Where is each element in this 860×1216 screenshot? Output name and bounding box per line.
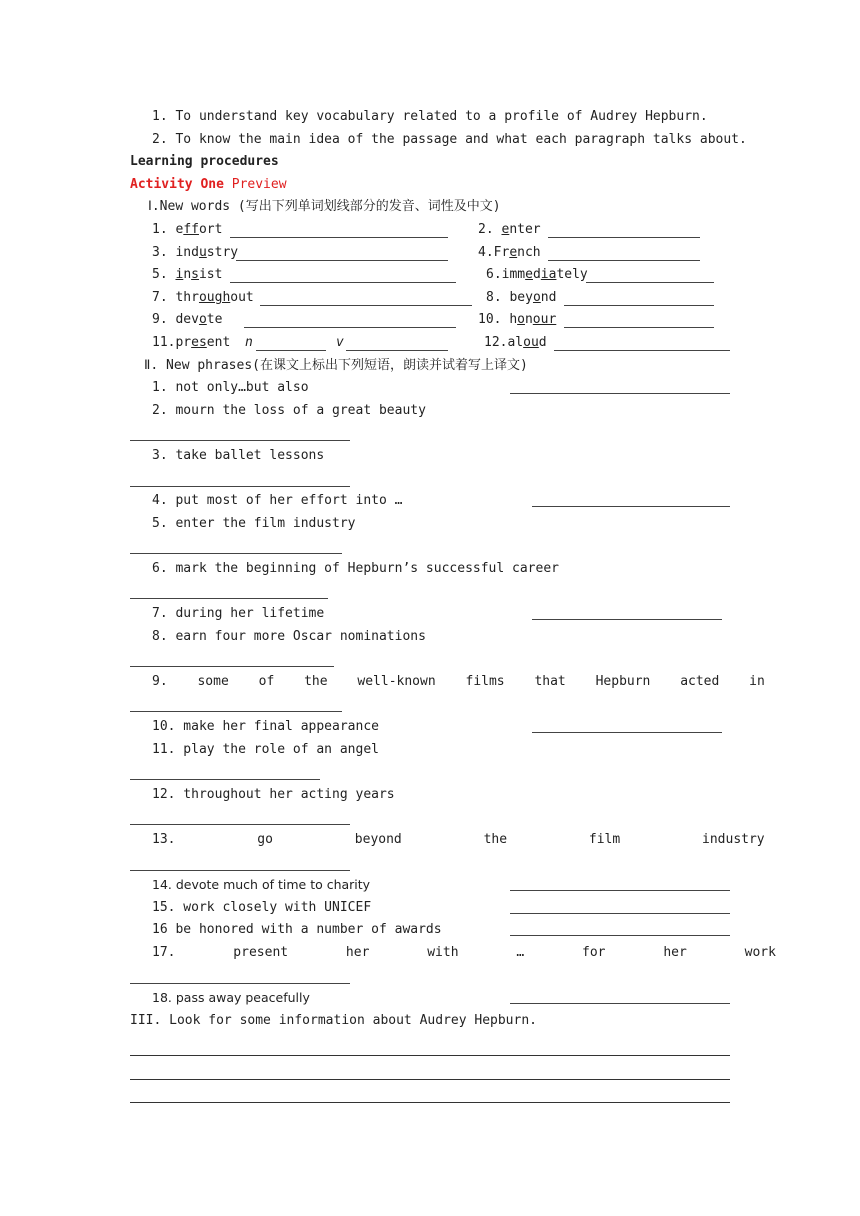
phrase-11-answer-row: [130, 761, 730, 784]
phrase-1-text: 1. not only…but also: [152, 380, 309, 396]
new-phrases-heading: Ⅱ. New phrases(在课文上标出下列短语，朗读并试着写上译文): [144, 357, 528, 373]
word-11-verb-answer[interactable]: [346, 336, 448, 351]
phrase-7: [130, 603, 730, 626]
phrase-3-answer-row: [130, 468, 730, 491]
word-3: 3. industry: [152, 244, 239, 260]
phrase-8-answer[interactable]: [130, 666, 334, 667]
phrase-5-text: 5. enter the film industry: [152, 515, 356, 531]
phrase-10: [130, 716, 730, 739]
phrase-11-answer[interactable]: [130, 779, 320, 780]
phrase-15: [130, 897, 730, 920]
phrase-7-answer[interactable]: [532, 619, 722, 620]
phrase-12-answer[interactable]: [130, 824, 350, 825]
word-11-noun-answer[interactable]: [256, 336, 326, 351]
word-2-answer[interactable]: [548, 223, 700, 238]
word-7: 7. throughout: [152, 289, 254, 305]
new-words-heading: Ⅰ.New words (写出下列单词划线部分的发音、词性及中文): [148, 199, 501, 215]
info-heading: III. Look for some information about Audrey Hepburn.: [130, 1012, 537, 1028]
phrase-11-text: 11. play the role of an angel: [152, 741, 379, 757]
phrase-12: [130, 784, 730, 807]
word-7-answer[interactable]: [260, 291, 472, 306]
phrase-5-answer[interactable]: [130, 553, 342, 554]
info-answer-line-1[interactable]: [130, 1032, 730, 1056]
phrase-6-answer-row: [130, 580, 730, 603]
word-row-3: [130, 264, 730, 287]
phrase-18-text: 18. pass away peacefully: [152, 990, 310, 1006]
info-answer-line-3[interactable]: [130, 1080, 730, 1104]
phrase-12-text: 12. throughout her acting years: [152, 786, 395, 802]
phrase-7-text: 7. during her lifetime: [152, 606, 325, 622]
word-10: 10. honour: [478, 312, 557, 328]
word-3-answer[interactable]: [236, 246, 448, 261]
word-6-answer[interactable]: [586, 268, 714, 283]
objective-2: 2. To know the main idea of the passage and what each paragraph talks about.: [152, 131, 747, 147]
word-5-answer[interactable]: [230, 268, 456, 283]
activity-heading: [130, 174, 730, 197]
phrase-17: [130, 942, 776, 965]
word-4: 4.French: [478, 244, 541, 260]
phrase-4-answer[interactable]: [532, 506, 730, 507]
phrase-3-answer[interactable]: [130, 486, 350, 487]
phrase-17-text: 17. present her with … for her work: [152, 944, 776, 960]
phrase-9: [130, 671, 765, 694]
info-answer-line-2[interactable]: [130, 1056, 730, 1080]
phrase-5: [130, 513, 730, 536]
phrase-17-answer-row: [130, 965, 730, 988]
phrase-14-text: 14. devote much of time to charity: [152, 877, 371, 893]
phrase-2: [130, 400, 730, 423]
phrase-18-answer[interactable]: [510, 1003, 730, 1004]
phrase-8-text: 8. earn four more Oscar nominations: [152, 628, 426, 644]
word-9: 9. devote: [152, 312, 223, 328]
word-6: 6.immediately: [486, 267, 588, 283]
word-9-answer[interactable]: [244, 313, 456, 328]
phrase-6-answer[interactable]: [130, 598, 328, 599]
phrase-9-answer-row: [130, 693, 730, 716]
phrase-3: [130, 445, 730, 468]
phrase-11: [130, 739, 730, 762]
phrase-2-text: 2. mourn the loss of a great beauty: [152, 402, 426, 418]
phrase-13-answer-row: [130, 852, 730, 875]
phrase-18: [130, 987, 730, 1010]
word-11: 11.present: [152, 334, 231, 350]
noun-label: n: [245, 334, 253, 350]
word-row-2: [130, 242, 730, 265]
objective-1: 1. To understand key vocabulary related to a profile of Audrey Hepburn.: [152, 109, 708, 124]
word-8: 8. beyond: [486, 289, 557, 305]
phrase-6-text: 6. mark the beginning of Hepburn’s successful career: [152, 560, 559, 576]
phrase-12-answer-row: [130, 806, 730, 829]
phrase-14-answer[interactable]: [510, 890, 730, 891]
phrase-13: [130, 829, 765, 852]
word-row-1: [130, 219, 730, 242]
phrase-1: [130, 377, 730, 400]
phrase-14: [130, 874, 730, 897]
activity-title: Activity One: [130, 176, 224, 192]
phrase-10-answer[interactable]: [532, 732, 722, 733]
word-12: 12.aloud: [484, 334, 547, 350]
word-10-answer[interactable]: [564, 313, 714, 328]
phrase-15-text: 15. work closely with UNICEF: [152, 899, 372, 915]
phrase-8-answer-row: [130, 648, 730, 671]
phrase-4: [130, 490, 730, 513]
phrase-17-answer[interactable]: [130, 983, 350, 984]
phrase-16-text: 16 be honored with a number of awards: [152, 922, 442, 938]
word-row-4: [130, 287, 730, 310]
word-2: 2. enter: [478, 221, 541, 237]
phrase-1-answer[interactable]: [510, 393, 730, 394]
phrase-9-answer[interactable]: [130, 711, 342, 712]
activity-subtitle: Preview: [231, 176, 287, 192]
word-row-5: [130, 309, 730, 332]
phrase-13-text: 13. go beyond the film industry: [152, 832, 765, 847]
word-5: 5. insist: [152, 267, 223, 283]
word-8-answer[interactable]: [564, 291, 714, 306]
word-1: 1. effort: [152, 221, 223, 237]
phrase-10-text: 10. make her final appearance: [152, 719, 379, 735]
phrase-5-answer-row: [130, 535, 730, 558]
word-4-answer[interactable]: [548, 246, 700, 261]
verb-label: v: [336, 334, 344, 350]
phrase-3-text: 3. take ballet lessons: [152, 447, 325, 463]
phrase-2-answer-row: [130, 422, 730, 445]
worksheet-page: [130, 106, 776, 1103]
phrase-6: [130, 558, 730, 581]
word-12-answer[interactable]: [554, 336, 730, 351]
phrase-16-answer[interactable]: [510, 935, 730, 936]
learning-procedures-heading: Learning procedures: [130, 154, 279, 170]
phrase-8: [130, 626, 730, 649]
phrase-13-answer[interactable]: [130, 870, 350, 871]
word-1-answer[interactable]: [230, 223, 448, 238]
phrase-4-text: 4. put most of her effort into …: [152, 493, 403, 509]
phrase-15-answer[interactable]: [510, 913, 730, 914]
phrase-16: [130, 919, 730, 942]
phrase-9-text: 9. some of the well-known films that Hepburn acted in: [152, 673, 765, 689]
word-row-6: [130, 332, 730, 355]
phrase-2-answer[interactable]: [130, 440, 350, 441]
